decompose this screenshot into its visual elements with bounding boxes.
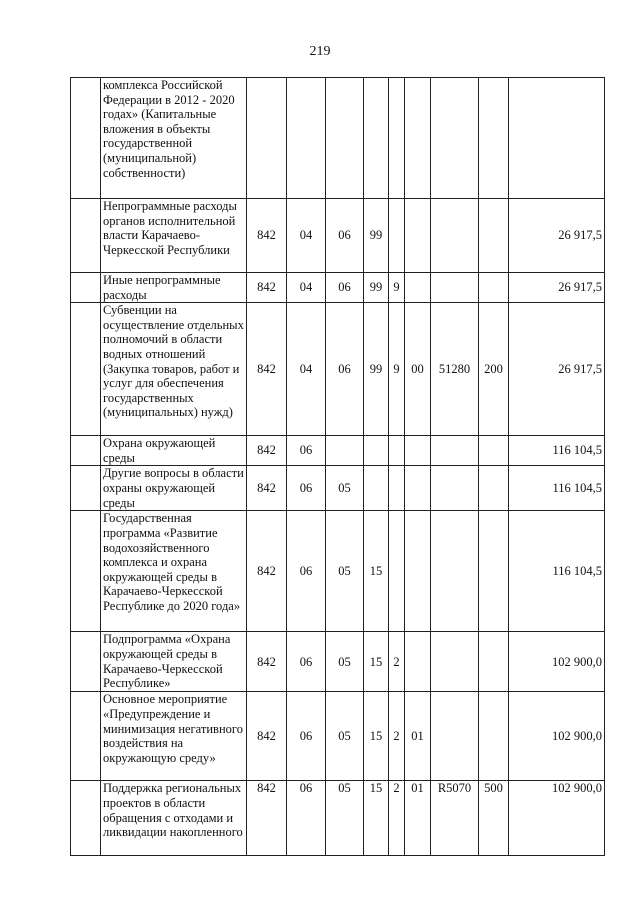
amount: 102 900,0 [509, 781, 605, 856]
ministry-code: 842 [247, 632, 287, 692]
section-code: 04 [287, 273, 326, 303]
item-name: Поддержка региональных проектов в области обращения с отходами и ликвидации накопленного [101, 781, 247, 856]
subsection-code: 05 [326, 692, 364, 781]
activity-code [405, 436, 431, 466]
section-code [287, 78, 326, 199]
row-number-cell [71, 632, 101, 692]
section-code: 04 [287, 199, 326, 273]
ministry-code [247, 78, 287, 199]
table-row [71, 511, 605, 632]
row-number-cell [71, 303, 101, 436]
table-row [71, 436, 605, 466]
amount: 102 900,0 [509, 632, 605, 692]
direction-code: 51280 [431, 303, 479, 436]
row-number-cell [71, 273, 101, 303]
item-name: Иные непрограммные расходы [101, 273, 247, 303]
item-name: комплекса Российской Федерации в 2012 - 2020 годах» (Капитальные вложения в объекты государственной (муниципальной) собственности) [101, 78, 247, 199]
subprogram-code: 2 [389, 632, 405, 692]
activity-code [405, 273, 431, 303]
amount: 116 104,5 [509, 466, 605, 511]
item-name: Государственная программа «Развитие водохозяйственного комплекса и охрана окружающей среды в Карачаево-Черкесской Республике до 2020 года» [101, 511, 247, 632]
table-row [71, 692, 605, 781]
program-code: 99 [364, 303, 389, 436]
amount: 26 917,5 [509, 199, 605, 273]
subsection-code: 05 [326, 632, 364, 692]
direction-code [431, 199, 479, 273]
subsection-code [326, 436, 364, 466]
direction-code [431, 78, 479, 199]
subprogram-code: 9 [389, 273, 405, 303]
amount: 102 900,0 [509, 692, 605, 781]
table-row [71, 303, 605, 436]
subprogram-code [389, 199, 405, 273]
subsection-code: 05 [326, 511, 364, 632]
section-code: 04 [287, 303, 326, 436]
page-number: 219 [309, 44, 331, 59]
row-number-cell [71, 781, 101, 856]
subsection-code: 06 [326, 303, 364, 436]
ministry-code: 842 [247, 466, 287, 511]
expense-type-code [479, 199, 509, 273]
direction-code: R5070 [431, 781, 479, 856]
subsection-code: 05 [326, 466, 364, 511]
row-number-cell [71, 436, 101, 466]
subprogram-code [389, 436, 405, 466]
ministry-code: 842 [247, 511, 287, 632]
table-row [71, 199, 605, 273]
activity-code: 01 [405, 692, 431, 781]
activity-code [405, 632, 431, 692]
subsection-code: 06 [326, 273, 364, 303]
subsection-code: 05 [326, 781, 364, 856]
section-code: 06 [287, 692, 326, 781]
amount: 116 104,5 [509, 436, 605, 466]
table-row [71, 466, 605, 511]
row-number-cell [71, 466, 101, 511]
expense-type-code [479, 692, 509, 781]
ministry-code: 842 [247, 436, 287, 466]
program-code: 99 [364, 199, 389, 273]
table-row [71, 78, 605, 199]
section-code: 06 [287, 632, 326, 692]
subprogram-code: 9 [389, 303, 405, 436]
direction-code [431, 511, 479, 632]
direction-code [431, 436, 479, 466]
activity-code [405, 466, 431, 511]
direction-code [431, 632, 479, 692]
direction-code [431, 466, 479, 511]
expense-type-code [479, 78, 509, 199]
amount: 26 917,5 [509, 273, 605, 303]
expense-type-code [479, 436, 509, 466]
program-code [364, 466, 389, 511]
ministry-code: 842 [247, 199, 287, 273]
budget-table [70, 77, 605, 856]
section-code: 06 [287, 511, 326, 632]
activity-code [405, 511, 431, 632]
program-code: 99 [364, 273, 389, 303]
table-row [71, 273, 605, 303]
expense-type-code: 200 [479, 303, 509, 436]
item-name: Непрограммные расходы органов исполнительной власти Карачаево-Черкесской Республики [101, 199, 247, 273]
row-number-cell [71, 78, 101, 199]
ministry-code: 842 [247, 692, 287, 781]
item-name: Охрана окружающей среды [101, 436, 247, 466]
expense-type-code: 500 [479, 781, 509, 856]
amount: 26 917,5 [509, 303, 605, 436]
amount [509, 78, 605, 199]
expense-type-code [479, 273, 509, 303]
ministry-code: 842 [247, 273, 287, 303]
activity-code: 00 [405, 303, 431, 436]
subsection-code: 06 [326, 199, 364, 273]
amount: 116 104,5 [509, 511, 605, 632]
program-code: 15 [364, 632, 389, 692]
ministry-code: 842 [247, 303, 287, 436]
row-number-cell [71, 692, 101, 781]
subprogram-code: 2 [389, 692, 405, 781]
expense-type-code [479, 511, 509, 632]
item-name: Субвенции на осуществление отдельных полномочий в области водных отношений (Закупка товаров, работ и услуг для обеспечения государственных (муниципальных) нужд) [101, 303, 247, 436]
item-name: Основное мероприятие «Предупреждение и минимизация негативного воздействия на окружающую среду» [101, 692, 247, 781]
row-number-cell [71, 511, 101, 632]
program-code: 15 [364, 781, 389, 856]
item-name: Другие вопросы в области охраны окружающей среды [101, 466, 247, 511]
activity-code [405, 78, 431, 199]
item-name: Подпрограмма «Охрана окружающей среды в Карачаево-Черкесской Республике» [101, 632, 247, 692]
direction-code [431, 273, 479, 303]
program-code: 15 [364, 511, 389, 632]
section-code: 06 [287, 466, 326, 511]
ministry-code: 842 [247, 781, 287, 856]
program-code: 15 [364, 692, 389, 781]
subsection-code [326, 78, 364, 199]
direction-code [431, 692, 479, 781]
program-code [364, 78, 389, 199]
section-code: 06 [287, 436, 326, 466]
activity-code: 01 [405, 781, 431, 856]
subprogram-code [389, 511, 405, 632]
table-row [71, 632, 605, 692]
subprogram-code [389, 466, 405, 511]
subprogram-code [389, 78, 405, 199]
section-code: 06 [287, 781, 326, 856]
row-number-cell [71, 199, 101, 273]
table-row [71, 781, 605, 856]
program-code [364, 436, 389, 466]
subprogram-code: 2 [389, 781, 405, 856]
expense-type-code [479, 466, 509, 511]
activity-code [405, 199, 431, 273]
expense-type-code [479, 632, 509, 692]
